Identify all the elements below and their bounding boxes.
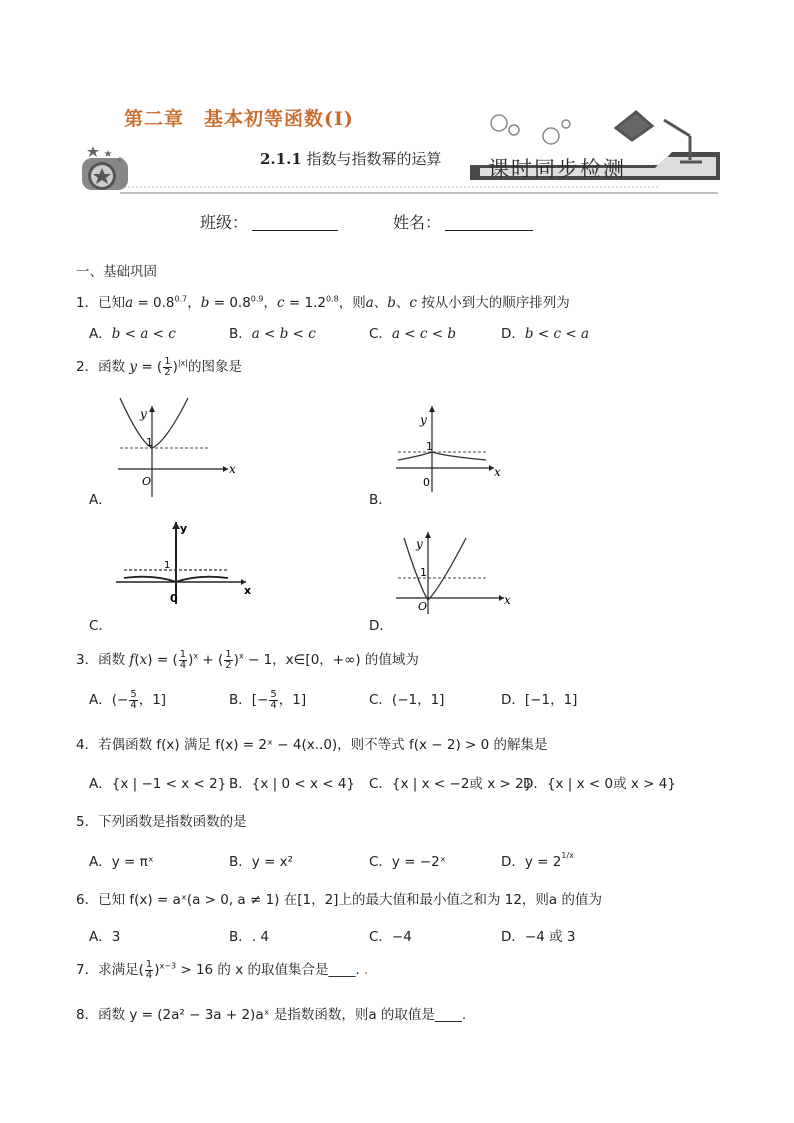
q8-text: 函数 y = (2a² − 3a + 2)aˣ 是指数函数，则a 的取值是____. [98,1007,467,1023]
name-field[interactable] [393,210,533,233]
q1-number: 1． [76,295,99,311]
bubbles-icon [491,115,570,144]
q7-text-b: > 16 的 x 的取值集合是____. [176,962,360,978]
question-7: 7．求满足( $\frac{1}{4}$ )$^{x-3}$ > 16 的 x 的取值集合是____. . [76,958,369,981]
q1-option-d[interactable]: D．b < c < a [501,326,589,342]
desk-lamp-icon [616,112,702,162]
q1-option-b[interactable]: B．a < b < c [229,326,316,342]
question-5 [76,810,247,830]
badge-title: 课时同步检测 [488,157,626,181]
class-label: 班级： [200,213,249,232]
q4-option-a[interactable]: A．{x | −1 < x < 2} [89,776,227,792]
q6-text: 已知 f(x) = aˣ(a > 0, a ≠ 1) 在[1，2]上的最大值和最小值之和为 12，则a 的值为 [98,892,602,908]
q6-number: 6． [76,892,99,908]
graph-a[interactable] [110,392,250,502]
q5-text: 下列函数是指数函数的是 [98,814,247,830]
q3-option-d[interactable]: D．[−1，1] [501,692,578,708]
q3-number: 3． [76,652,99,668]
q7-tail: . [359,962,369,978]
question-1: 1．已知$a = 0.8^{0.7}$，$b = 0.8^{0.9}$，$c = 1.2^{0.8}$，则a、b、c 按从小到大的顺序排列为 [76,294,570,311]
svg-text:1: 1 [146,436,153,449]
section-title [260,148,442,169]
q7-number: 7． [76,962,99,978]
graph-d[interactable] [390,528,520,618]
q3-option-a[interactable]: A．(− $\frac{5}{4}$ ，1] [89,688,167,711]
q3-text: 函数 [98,652,126,668]
q3-option-c[interactable]: C．(−1，1] [369,692,445,708]
svg-text:1: 1 [420,566,427,579]
svg-text:y: y [420,413,427,427]
q5-number: 5． [76,814,99,830]
question-8 [76,1003,466,1023]
section-name: 指数与指数幂的运算 [301,150,442,168]
class-field[interactable] [200,210,338,233]
name-label: 姓名： [393,213,442,232]
svg-text:x: x [504,593,511,607]
graph-d-label: D． [369,618,393,634]
q6-option-c[interactable]: C．−4 [369,929,412,945]
svg-text:y: y [180,522,188,535]
q5-option-b[interactable]: B．y = x² [229,854,294,870]
question-6 [76,888,602,908]
svg-text:y: y [140,407,147,421]
class-blank[interactable] [252,214,338,231]
q8-number: 8． [76,1007,99,1023]
question-2: 2．函数 y = ( $\frac{1}{2}$ )$^{|x|}$的图象是 [76,355,242,378]
q2-number: 2． [76,359,99,375]
chapter-title: 第二章 基本初等函数(Ⅰ) [124,108,354,130]
q4-option-b[interactable]: B．{x | 0 < x < 4} [229,776,356,792]
svg-text:x: x [229,462,236,476]
q5-option-d[interactable]: D．$y = 2^{1/x}$ [501,851,574,870]
q1-text-c: 按从小到大的顺序排列为 [421,295,570,311]
svg-text:0: 0 [423,476,430,489]
svg-text:0: 0 [170,592,178,605]
q3-domain: ，x∈[0，+∞) 的值域为 [272,652,419,668]
q2-text-a: 函数 [98,359,130,375]
q1-text-b: ，则 [338,295,366,311]
q6-option-b[interactable]: B．. 4 [229,929,269,945]
q5-option-a[interactable]: A．y = πˣ [89,854,154,870]
name-blank[interactable] [445,214,533,231]
q4-number: 4． [76,737,99,753]
svg-text:1: 1 [164,560,171,571]
graph-c-label: C． [89,618,112,634]
q1-text-a: 已知 [98,295,126,311]
q4-text: 若偶函数 f(x) 满足 f(x) = 2ˣ − 4(x..0)，则不等式 f(x − 2) > 0 的解集是 [98,737,548,753]
graph-a-label: A． [89,492,112,508]
section-heading: 一、基础巩固 [76,264,157,280]
q5-option-c[interactable]: C．y = −2ˣ [369,854,446,870]
q1-option-c[interactable]: C．a < c < b [369,326,457,342]
star-emblem-icon [82,146,128,190]
q4-option-d[interactable]: D．{x | x < 0或 x > 4} [523,776,676,792]
graph-b-label: B． [369,492,392,508]
q6-option-a[interactable]: A．3 [89,929,121,945]
svg-text:x: x [494,465,501,479]
question-4 [76,733,548,753]
q3-option-b[interactable]: B．[− $\frac{5}{4}$ ，1] [229,688,307,711]
q1-option-a[interactable]: A．b < a < c [89,326,176,342]
q4-option-c[interactable]: C．{x | x < −2或 x > 2} [369,776,533,792]
svg-text:x: x [244,584,252,597]
header-decoration [0,0,794,200]
graph-c[interactable] [110,518,260,608]
graph-b[interactable] [390,400,510,500]
svg-text:O: O [142,475,152,488]
q2-text-b: 的图象是 [187,359,242,375]
svg-text:y: y [416,537,423,551]
q7-text-a: 求满足 [98,962,139,978]
q6-option-d[interactable]: D．−4 或 3 [501,929,576,945]
section-number: 2.1.1 [260,150,302,168]
svg-text:1: 1 [426,440,433,453]
question-3: 3．函数 f(x) = ( $\frac{1}{4}$ )$^x$ + ( $\frac{1}{2}$ )$^x$ − 1，x∈[0，+∞) 的值域为 [76,648,419,671]
svg-text:O: O [418,600,428,613]
